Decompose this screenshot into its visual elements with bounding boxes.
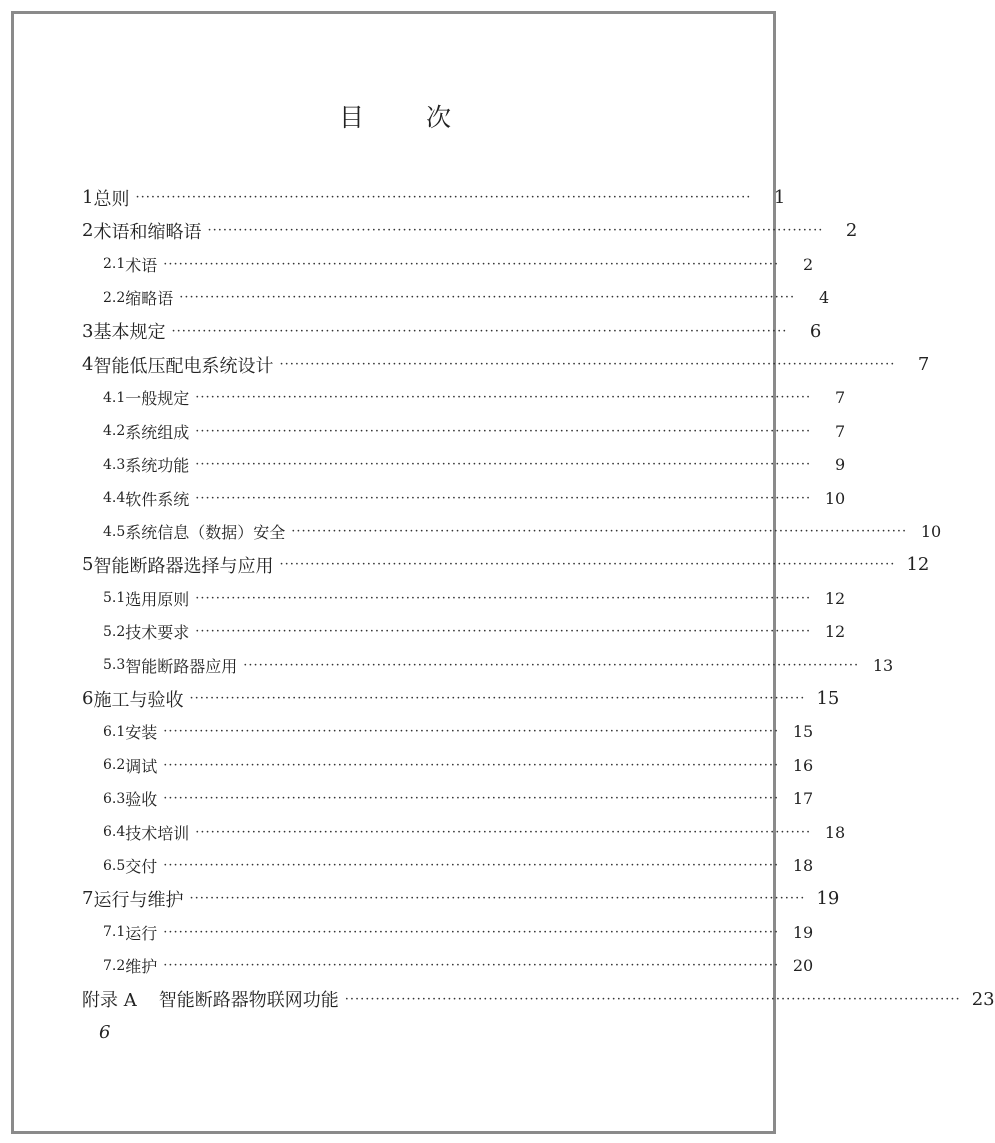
toc-entry-number: 5.1 xyxy=(103,590,126,607)
toc-entry-label: 软件系统 xyxy=(125,489,190,509)
toc-entry-number: 4.1 xyxy=(103,389,126,406)
toc-entry-number: 6.1 xyxy=(103,723,126,740)
toc-dot-leader: ························································································································ xyxy=(163,924,780,940)
toc-entry-label: 缩略语 xyxy=(125,289,174,309)
toc-entry-label: 智能断路器应用 xyxy=(125,656,238,676)
toc-dot-leader: ························································································································ xyxy=(207,223,824,239)
toc-entry-label: 选用原则 xyxy=(125,589,190,609)
toc-entry-label: 术语 xyxy=(125,255,158,275)
toc-dot-leader: ························································································································ xyxy=(279,357,896,372)
toc-entry[interactable] xyxy=(82,381,846,414)
toc-entry-number: 6.2 xyxy=(103,757,126,774)
toc-entry-number: 6.4 xyxy=(103,824,126,841)
toc-entry-page: 12 xyxy=(824,588,846,608)
toc-entry-label: 技术要求 xyxy=(125,623,190,643)
toc-entry-page: 7 xyxy=(834,388,846,408)
toc-entry[interactable] xyxy=(82,849,814,882)
toc-entry-label: 安装 xyxy=(125,723,158,743)
toc-entry[interactable] xyxy=(82,315,822,348)
toc-entry-page: 23 xyxy=(971,988,995,1010)
toc-entry-number: 4.5 xyxy=(103,523,126,540)
toc-entry[interactable] xyxy=(82,916,814,949)
toc-dot-leader: ························································································································ xyxy=(163,858,780,873)
toc-entry-page: 7 xyxy=(834,421,846,441)
toc-entry-label: 基本规定 xyxy=(93,322,166,344)
toc-dot-leader: ························································································································ xyxy=(195,824,812,840)
toc-entry-number: 1 xyxy=(82,187,94,208)
toc-dot-leader: ························································································································ xyxy=(189,691,806,706)
toc-dot-leader: ························································································································ xyxy=(189,891,806,907)
toc-entry-page: 10 xyxy=(824,488,846,508)
toc-entry-label: 系统组成 xyxy=(125,422,190,442)
toc-entry[interactable] xyxy=(82,582,846,615)
toc-dot-leader: ························································································································ xyxy=(344,991,961,1007)
toc-entry[interactable] xyxy=(82,482,846,515)
toc-entry[interactable] xyxy=(82,983,995,1016)
toc-entry-number: 3 xyxy=(82,320,94,342)
toc-entry[interactable] xyxy=(82,548,930,581)
toc-entry-page: 17 xyxy=(792,789,814,809)
toc-entry-number: 4.4 xyxy=(103,490,126,507)
toc-entry[interactable] xyxy=(82,782,814,815)
toc-entry-page: 19 xyxy=(792,922,814,942)
toc-entry-number: 5 xyxy=(82,554,94,576)
toc-entry-label: 智能低压配电系统设计 xyxy=(93,355,274,377)
toc-entry-number: 2.1 xyxy=(103,256,126,273)
toc-title xyxy=(0,98,790,134)
toc-entry-label: 术语和缩略语 xyxy=(93,221,202,243)
toc-entry[interactable] xyxy=(82,348,930,381)
toc-entry-page: 12 xyxy=(824,622,846,642)
toc-entry-page: 7 xyxy=(917,354,930,375)
toc-entry-number: 2 xyxy=(82,220,94,242)
toc-dot-leader: ························································································································ xyxy=(195,624,812,640)
toc-entry[interactable] xyxy=(82,749,814,782)
toc-entry-label: 智能断路器选择与应用 xyxy=(93,555,274,577)
toc-entry-number: 7.1 xyxy=(103,924,126,941)
toc-entry-page: 2 xyxy=(845,220,858,242)
toc-entry[interactable] xyxy=(82,248,814,281)
toc-entry-page: 9 xyxy=(834,455,846,475)
toc-entry-page: 6 xyxy=(809,320,822,342)
toc-dot-leader: ························································································································ xyxy=(179,290,796,306)
toc-entry-number: 5.2 xyxy=(103,623,126,640)
toc-entry[interactable] xyxy=(82,415,846,448)
toc-entry[interactable] xyxy=(82,515,942,548)
toc-entry-number: 6.3 xyxy=(103,790,126,807)
toc-entry-label: 系统信息（数据）安全 xyxy=(125,523,286,542)
toc-title-char-2: 次 xyxy=(426,103,452,132)
toc-entry-label: 智能断路器物联网功能 xyxy=(158,990,339,1012)
toc-entry-page: 18 xyxy=(824,822,846,842)
toc-entry[interactable] xyxy=(82,949,814,982)
toc-entry-label: 交付 xyxy=(125,857,158,876)
toc-entry-number: 4 xyxy=(82,354,94,375)
toc-entry-page: 16 xyxy=(792,755,814,775)
toc-entry[interactable] xyxy=(82,615,846,648)
toc-entry-label: 技术培训 xyxy=(125,823,190,843)
toc-entry-number: 7.2 xyxy=(103,957,126,974)
toc-entry-page: 20 xyxy=(792,956,814,976)
toc-entry-page: 18 xyxy=(792,856,814,875)
toc-dot-leader: ························································································································ xyxy=(279,557,896,573)
toc-entry-number: 附录 A xyxy=(82,990,137,1012)
toc-entry[interactable] xyxy=(82,214,858,247)
toc-entry-page: 15 xyxy=(816,688,840,709)
toc-entry-page: 10 xyxy=(920,522,942,541)
toc-dot-leader: ························································································································ xyxy=(195,423,812,439)
toc-entry[interactable] xyxy=(82,682,840,715)
toc-entry-page: 13 xyxy=(872,655,894,675)
toc-entry-label: 验收 xyxy=(125,790,158,810)
toc-dot-leader: ························································································································ xyxy=(195,390,812,406)
toc-entry-number: 2.2 xyxy=(103,289,126,306)
toc-dot-leader: ························································································································ xyxy=(163,791,780,807)
toc-entry-page: 1 xyxy=(773,187,786,208)
toc-entry-label: 调试 xyxy=(125,756,158,776)
toc-dot-leader: ························································································································ xyxy=(195,457,812,473)
toc-dot-leader: ························································································································ xyxy=(291,524,908,539)
toc-dot-leader: ························································································································ xyxy=(135,190,752,205)
toc-entry[interactable] xyxy=(82,448,846,481)
toc-dot-leader: ························································································································ xyxy=(163,724,780,740)
toc-entry[interactable] xyxy=(82,281,830,314)
toc-entry-number: 6 xyxy=(82,688,94,709)
toc-entry-label: 系统功能 xyxy=(125,456,190,476)
toc-entry-label: 维护 xyxy=(125,957,158,977)
toc-entry-number: 5.3 xyxy=(103,657,126,674)
toc-entry-page: 12 xyxy=(906,554,930,576)
toc-entry-page: 15 xyxy=(792,722,814,742)
toc-entry-page: 19 xyxy=(816,888,840,910)
toc-entry-number: 6.5 xyxy=(103,857,126,874)
toc-entry[interactable] xyxy=(82,715,814,748)
toc-entry-number: 7 xyxy=(82,888,94,910)
toc-entry-label: 总则 xyxy=(93,188,130,210)
page-number: 6 xyxy=(99,1022,111,1043)
toc-dot-leader: ························································································································ xyxy=(195,490,812,506)
toc-dot-leader: ························································································································ xyxy=(163,757,780,773)
toc-entry-page: 4 xyxy=(818,288,830,308)
toc-title-char-1: 目 xyxy=(338,103,364,132)
toc-entry-number: 4.3 xyxy=(103,456,126,473)
toc-entry-label: 一般规定 xyxy=(125,389,190,409)
toc-entry[interactable] xyxy=(82,649,894,682)
toc-entry[interactable] xyxy=(82,816,846,849)
toc-entry-page: 2 xyxy=(802,254,814,274)
toc-dot-leader: ························································································································ xyxy=(163,958,780,974)
toc-entry[interactable] xyxy=(82,882,840,915)
toc-entry[interactable] xyxy=(82,181,786,214)
toc-entry-label: 运行 xyxy=(125,923,158,943)
toc-dot-leader: ························································································································ xyxy=(195,590,812,606)
toc-dot-leader: ························································································································ xyxy=(163,256,780,272)
toc-dot-leader: ························································································································ xyxy=(171,323,788,339)
toc-entry-label: 运行与维护 xyxy=(93,889,184,911)
toc-entry-number: 4.2 xyxy=(103,423,126,440)
toc-dot-leader: ························································································································ xyxy=(243,657,860,673)
toc-entry-label: 施工与验收 xyxy=(93,689,184,711)
